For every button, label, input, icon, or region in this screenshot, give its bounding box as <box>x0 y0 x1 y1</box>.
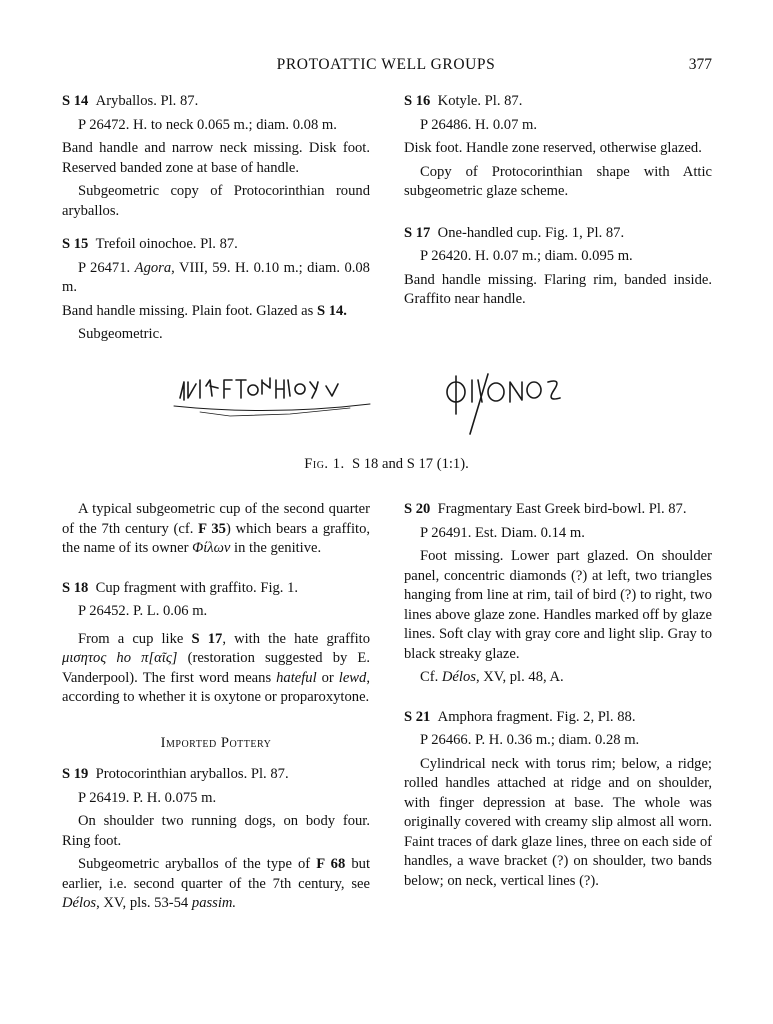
entry-heading <box>62 92 370 112</box>
greek-text: μισητος ho π[αῖς] <box>62 650 178 666</box>
entry-heading <box>404 708 712 728</box>
emphasis: hateful <box>276 669 317 686</box>
comparison-text: Cf. <box>420 669 442 685</box>
emphasis: lewd <box>338 669 367 686</box>
catalog-number: S 20 <box>404 501 431 517</box>
paragraph-text: A typical subgeometric cup of the second quarter of the 7th century (cf. <box>62 501 370 537</box>
entry-title: Amphora fragment. Fig. 2, Pl. 88. <box>437 708 636 725</box>
section-heading: Imported Pottery <box>160 734 272 751</box>
entry-title: Kotyle. Pl. 87. <box>437 93 523 109</box>
cross-reference: S 14. <box>316 302 347 319</box>
comparison-text: , XV, pl. 48, A. <box>475 669 564 685</box>
inventory-line: P 26466. P. H. 0.36 m.; diam. 0.28 m. <box>420 732 640 748</box>
running-head <box>60 56 712 78</box>
note: Copy of Protocorinthian shape with Attic subgeometric glaze scheme. <box>404 163 712 199</box>
catalog-entry-s17 <box>404 224 712 310</box>
inventory-line: P 26419. P. H. 0.075 m. <box>78 789 217 806</box>
note-text: but earlier, i.e. second quarter of the 7th century, see <box>62 856 370 892</box>
description: Disk foot. Handle zone reserved, otherwise glazed. <box>404 140 702 156</box>
inventory-line: P 26491. Est. Diam. 0.14 m. <box>420 524 585 541</box>
inventory-text: P 26471. <box>78 259 135 276</box>
graffiti-drawing <box>170 368 610 436</box>
left-column-bottom <box>62 500 370 928</box>
description: Foot missing. Lower part glazed. On shoulder panel, concentric diamonds (?) at left, two triangles hanging from line at rim, tail of bird (?) to right, two lines above glaze zone. Handles marked off by glaze lines. Soft clay with gray core and light slip. Gray to black streaky glaze. <box>404 548 712 662</box>
description-text: (restoration suggested by E. Vanderpool). The first word means <box>62 650 370 686</box>
inventory-line: P 26486. H. 0.07 m. <box>420 116 538 133</box>
catalog-entry-s21 <box>404 708 712 892</box>
figure-caption <box>0 456 773 473</box>
journal-title: Agora <box>134 259 172 276</box>
entry-title: Fragmentary East Greek bird-bowl. Pl. 87. <box>437 501 687 517</box>
cross-reference: F 35 <box>198 520 226 537</box>
page-number: 377 <box>688 56 712 73</box>
description-text: From a cup like <box>78 630 192 647</box>
journal-title: Délos <box>62 895 97 911</box>
cross-reference: F 68 <box>316 856 346 872</box>
description-text: , with the hate graffito <box>222 630 370 647</box>
description <box>62 302 370 322</box>
left-column-top <box>62 92 370 359</box>
comparison <box>404 668 712 688</box>
catalog-number: S 19 <box>62 766 89 782</box>
note-text: Subgeometric aryballos of the type of <box>78 856 317 872</box>
entry-heading <box>404 92 712 112</box>
inventory-line: P 26452. P. L. 0.06 m. <box>78 603 208 619</box>
description-text: or <box>316 669 339 686</box>
figure-label: Fig. 1. <box>304 456 345 472</box>
figure-caption-text: S 18 and S 17 (1:1). <box>351 456 469 472</box>
note <box>62 855 370 914</box>
right-column-bottom <box>404 500 712 905</box>
description: Cylindrical neck with torus rim; below, a ridge; rolled handles attached at ridge and on shoulder, with finger depression at base. The whole was originally covered with creamy slip almost all worn. Faint traces of dark glaze lines, three on each side of handles, a wave bracket (?) on shoulder, two bands below; on neck, vertical lines (?). <box>404 755 712 889</box>
entry-title: Cup fragment with graffito. Fig. 1. <box>95 579 299 596</box>
inventory-line: P 26420. H. 0.07 m.; diam. 0.095 m. <box>420 248 633 264</box>
paragraph-text: in the genitive. <box>230 540 322 556</box>
note: Subgeometric. <box>78 326 163 342</box>
description-text: , according to whether it is oxytone or proparoxytone. <box>62 669 370 705</box>
catalog-entry-s16 <box>404 92 712 202</box>
entry-title: Aryballos. Pl. 87. <box>95 93 199 109</box>
entry-heading <box>404 224 712 244</box>
entry-title: Protocorinthian aryballos. Pl. 87. <box>95 766 289 782</box>
journal-title: Délos <box>441 669 476 685</box>
catalog-entry-s15 <box>62 235 370 345</box>
s17-continuation <box>62 500 370 559</box>
entry-heading <box>404 500 712 520</box>
entry-title: Trefoil oinochoe. Pl. 87. <box>95 236 238 252</box>
description: On shoulder two running dogs, on body four. Ring foot. <box>62 813 370 849</box>
entry-title: One-handled cup. Fig. 1, Pl. 87. <box>437 224 625 241</box>
running-title: PROTOATTIC WELL GROUPS <box>276 56 496 73</box>
catalog-number: S 21 <box>404 708 431 725</box>
inventory-line: P 26472. H. to neck 0.065 m.; diam. 0.08 m. <box>78 116 337 133</box>
catalog-entry-s19 <box>62 765 370 914</box>
catalog-number: S 14 <box>62 93 89 109</box>
catalog-number: S 15 <box>62 236 89 252</box>
greek-word: Φίλων <box>192 540 231 556</box>
note: Subgeometric copy of Protocorinthian round aryballos. <box>62 183 370 219</box>
entry-heading <box>62 579 370 599</box>
catalog-number: S 18 <box>62 579 89 596</box>
paragraph-text: ) which bears a graffito, the name of its owner <box>62 520 371 556</box>
catalog-number: S 17 <box>404 224 431 241</box>
paragraph <box>62 500 370 559</box>
graffito-s18 <box>174 378 370 416</box>
note-text: , XV, pls. 53-54 <box>96 895 192 911</box>
inventory-text: , VIII, 59. H. 0.10 m.; diam. 0.08 m. <box>62 259 370 295</box>
description: Band handle missing. Flaring rim, banded inside. Graffito near handle. <box>404 271 712 307</box>
description-text: Band handle missing. Plain foot. Glazed as <box>62 302 317 319</box>
entry-heading <box>62 235 370 255</box>
emphasis: passim. <box>191 895 237 911</box>
description <box>62 630 370 708</box>
catalog-entry-s14 <box>62 92 370 221</box>
catalog-entry-s20 <box>404 500 712 688</box>
right-column-top <box>404 92 712 324</box>
entry-heading <box>62 765 370 785</box>
inventory-line <box>62 259 370 298</box>
catalog-entry-s18 <box>62 579 370 708</box>
figure-graffiti <box>170 368 610 436</box>
cross-reference: S 17 <box>191 630 223 647</box>
description: Band handle and narrow neck missing. Disk foot. Reserved banded zone at base of handle. <box>62 140 370 176</box>
graffito-s17 <box>447 374 560 434</box>
catalog-number: S 16 <box>404 93 431 109</box>
